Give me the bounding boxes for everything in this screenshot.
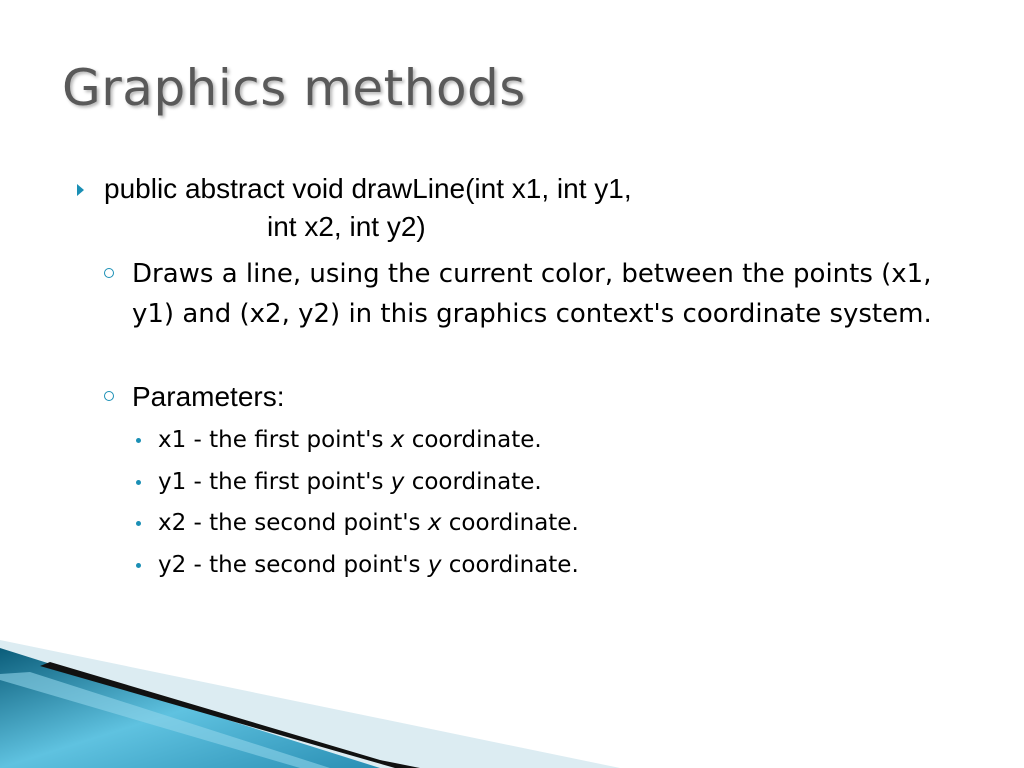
method-description: Draws a line, using the current color, between the points (x1, y1) and (x2, y2) in this graphics context's coordinate system. xyxy=(132,259,932,329)
parameter-suffix: coordinate. xyxy=(404,469,542,495)
parameter-variable: x xyxy=(427,510,442,536)
parameter-text: y1 - the first point's xyxy=(158,469,391,495)
method-signature xyxy=(104,170,632,246)
parameter-variable: y xyxy=(427,552,442,578)
parameter-item xyxy=(158,506,579,540)
slide-title: Graphics methods xyxy=(62,59,526,117)
parameter-suffix: coordinate. xyxy=(441,552,579,578)
circle-bullet-icon xyxy=(104,391,114,401)
parameters-colon: : xyxy=(276,381,285,412)
dot-bullet-icon xyxy=(136,521,141,526)
signature-line-1: public abstract void drawLine(int x1, int y1, xyxy=(104,173,632,204)
parameter-variable: y xyxy=(390,469,405,495)
dot-bullet-icon xyxy=(136,438,141,443)
parameter-text: y2 - the second point's xyxy=(158,552,428,578)
parameter-suffix: coordinate. xyxy=(404,427,542,453)
decorative-swoosh xyxy=(0,600,1024,768)
parameters-heading xyxy=(132,378,285,416)
parameter-text: x2 - the second point's xyxy=(158,510,428,536)
dot-bullet-icon xyxy=(136,563,141,568)
parameter-item xyxy=(158,465,542,499)
dot-bullet-icon xyxy=(136,480,141,485)
triangle-bullet-icon xyxy=(77,184,84,196)
parameter-text: x1 - the first point's xyxy=(158,427,391,453)
parameter-suffix: coordinate. xyxy=(441,510,579,536)
circle-bullet-icon xyxy=(104,268,114,278)
signature-line-2: int x2, int y2) xyxy=(267,211,426,242)
parameter-item xyxy=(158,548,579,582)
parameters-label: Parameters xyxy=(132,381,277,412)
parameter-variable: x xyxy=(390,427,405,453)
parameter-item xyxy=(158,423,542,457)
